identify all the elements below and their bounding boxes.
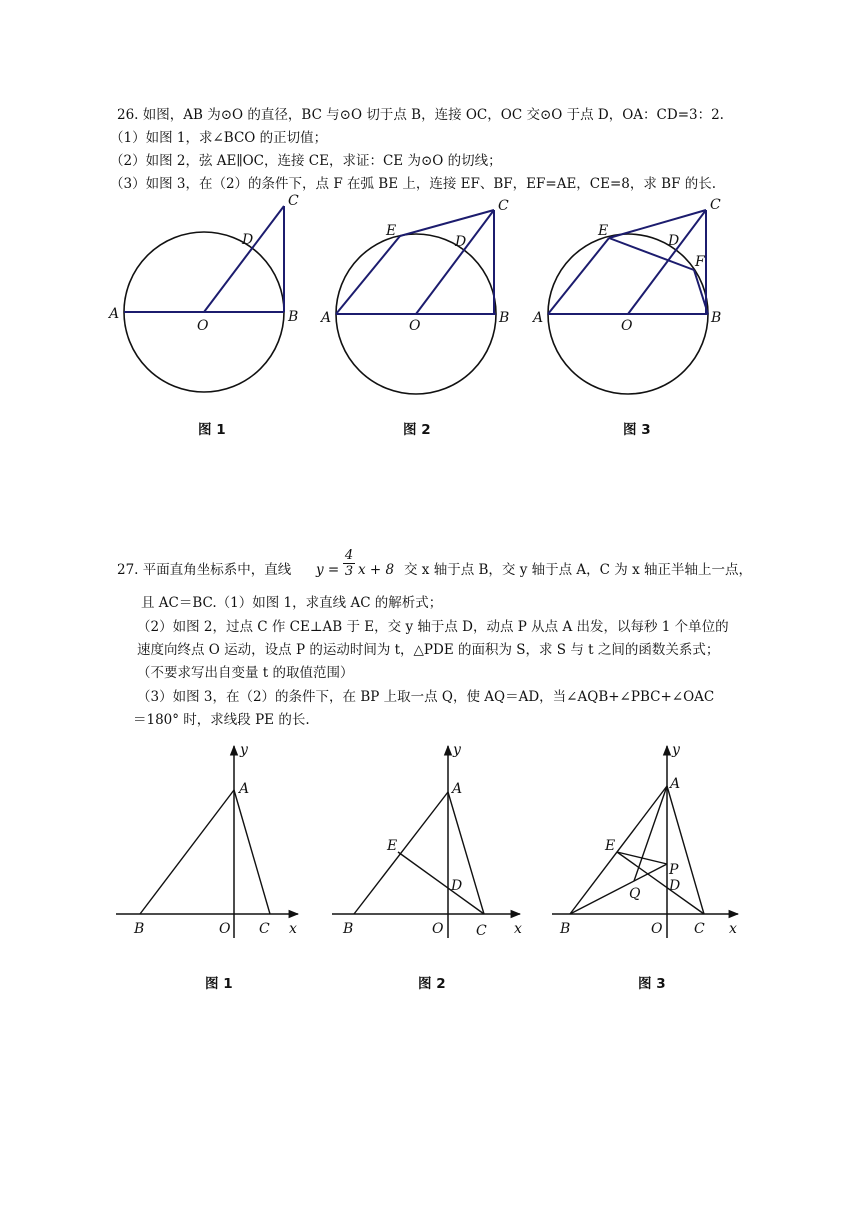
q27-figure-2	[332, 742, 522, 939]
label-c: C	[259, 921, 270, 937]
line-ab	[140, 790, 234, 914]
line-ce	[398, 852, 484, 914]
label-o: O	[197, 318, 209, 334]
label-d: D	[668, 233, 680, 249]
q27-line-1-suffix: 交 x 轴于点 B，交 y 轴于点 A，C 为 x 轴正半轴上一点，	[404, 562, 752, 578]
label-e: E	[387, 838, 398, 854]
label-b: B	[134, 921, 145, 937]
line-ac	[667, 786, 704, 914]
label-x: x	[729, 921, 737, 937]
q27-figure-1	[116, 742, 298, 938]
label-p: P	[669, 862, 679, 878]
label-a: A	[109, 306, 120, 322]
q26-line-1: 26. 如图，AB 为⊙O 的直径，BC 与⊙O 切于点 B，连接 OC，OC 交⊙O 于点 D，OA：CD=3：2.	[117, 107, 724, 123]
q27-line-7: ＝180° 时，求线段 PE 的长.	[133, 712, 310, 728]
label-y: y	[240, 742, 248, 758]
label-a: A	[239, 781, 250, 797]
label-o: O	[651, 921, 663, 937]
label-b: B	[288, 309, 299, 325]
label-b: B	[560, 921, 571, 937]
q27-caption-2: 图 2	[418, 976, 446, 992]
label-f: F	[695, 254, 705, 270]
label-e: E	[386, 223, 397, 239]
q27-caption-3: 图 3	[638, 976, 666, 992]
label-x: x	[289, 921, 297, 937]
label-q: Q	[629, 886, 641, 902]
q27-line-1-prefix: 27. 平面直角坐标系中，直线	[117, 562, 292, 578]
label-c: C	[498, 198, 509, 214]
label-y: y	[453, 742, 461, 758]
q27-eq-rest: x + 8	[358, 562, 395, 578]
q27-eq-y: y =	[316, 562, 340, 578]
label-o: O	[219, 921, 231, 937]
label-e: E	[605, 838, 616, 854]
q27-line-4: 速度向终点 O 运动，设点 P 的运动时间为 t，△PDE 的面积为 S，求 S 与 t 之间的函数关系式；	[137, 642, 720, 658]
label-c: C	[694, 921, 705, 937]
label-b: B	[499, 310, 510, 326]
label-x: x	[514, 921, 522, 937]
q27-line-2: 且 AC＝BC.（1）如图 1，求直线 AC 的解析式；	[141, 595, 443, 611]
q27-caption-1: 图 1	[205, 976, 233, 992]
q27-line-6: （3）如图 3，在（2）的条件下，在 BP 上取一点 Q，使 AQ＝AD，当∠AQB+∠PBC+∠OAC	[137, 689, 715, 705]
label-o: O	[409, 318, 421, 334]
label-c: C	[710, 197, 721, 213]
line-ab	[570, 786, 667, 914]
label-o: O	[432, 921, 444, 937]
q27-line-5: （不要求写出自变量 t 的取值范围）	[137, 665, 354, 681]
label-d: D	[451, 878, 463, 894]
label-d: D	[242, 232, 254, 248]
label-d: D	[669, 878, 681, 894]
label-a: A	[533, 310, 544, 326]
label-a: A	[670, 776, 681, 792]
q27-frac-num: 4	[344, 548, 354, 563]
q26-caption-2: 图 2	[403, 422, 431, 438]
label-a: A	[452, 781, 463, 797]
line-ac	[234, 790, 270, 914]
line-ab	[354, 792, 448, 914]
q27-figure-3	[552, 742, 738, 938]
q27-frac-den: 3	[344, 564, 354, 579]
line-bp	[570, 864, 667, 914]
q26-line-4: （3）如图 3，在（2）的条件下，点 F 在弧 BE 上，连接 EF、BF，EF=AE，CE=8，求 BF 的长.	[110, 176, 717, 192]
label-o: O	[621, 318, 633, 334]
q26-line-2: （1）如图 1，求∠BCO 的正切值；	[110, 130, 328, 146]
label-c: C	[288, 193, 299, 209]
q26-caption-1: 图 1	[198, 422, 226, 438]
label-c: C	[476, 923, 487, 939]
q26-caption-3: 图 3	[623, 422, 651, 438]
q26-line-3: （2）如图 2，弦 AE∥OC，连接 CE，求证：CE 为⊙O 的切线；	[110, 153, 502, 169]
label-b: B	[711, 310, 722, 326]
label-b: B	[343, 921, 354, 937]
q27-line-3: （2）如图 2，过点 C 作 CE⊥AB 于 E，交 y 轴于点 D，动点 P 从点 A 出发，以每秒 1 个单位的	[137, 619, 729, 635]
label-y: y	[672, 742, 680, 758]
label-a: A	[321, 310, 332, 326]
label-d: D	[455, 234, 467, 250]
label-e: E	[598, 223, 609, 239]
line-ac	[448, 792, 484, 914]
